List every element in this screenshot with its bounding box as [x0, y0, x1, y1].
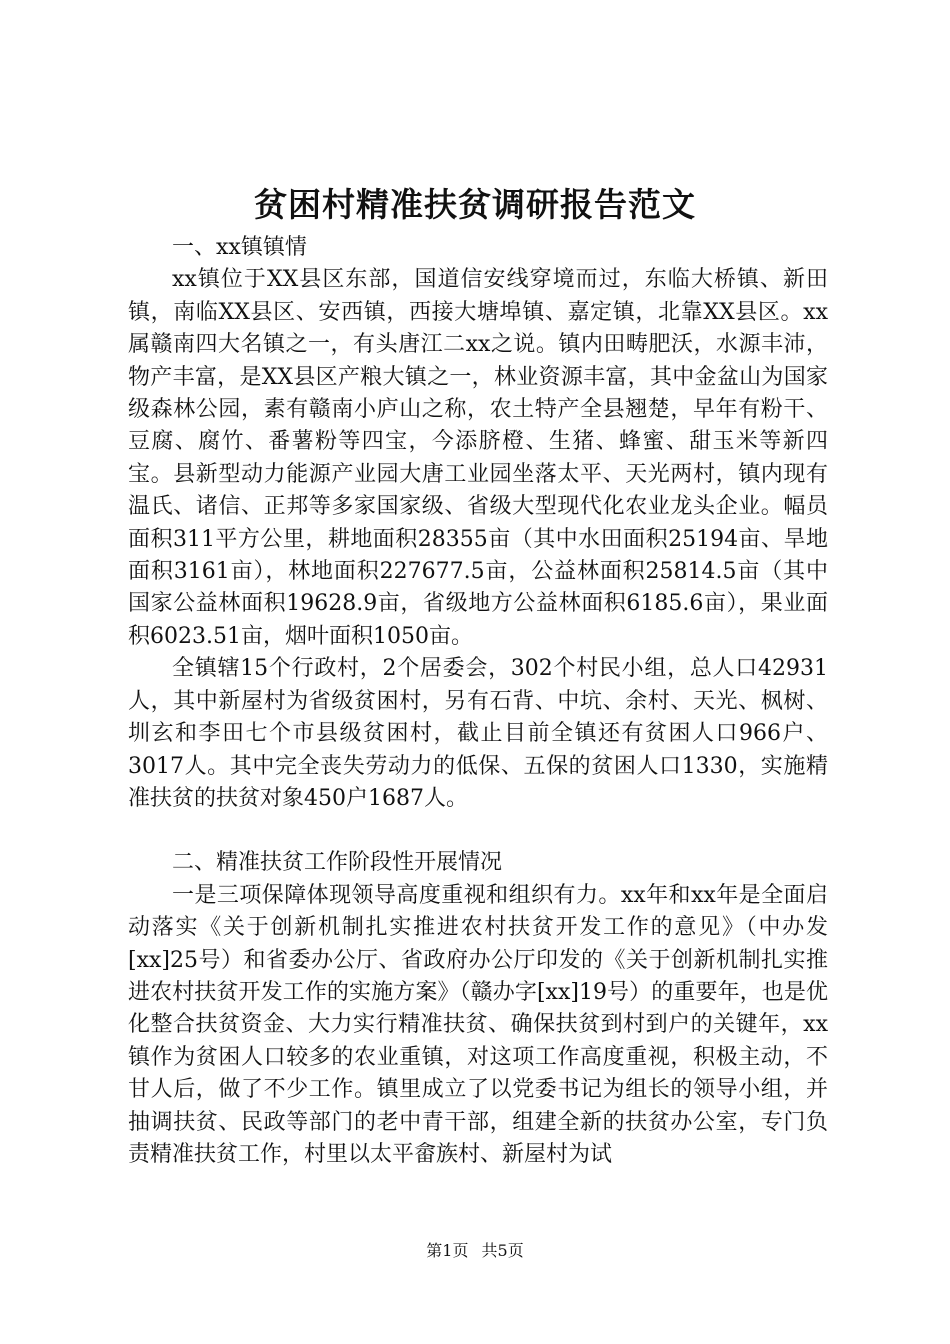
page-footer	[0, 1240, 950, 1262]
page-total: 共5页	[481, 1241, 524, 1260]
section2-paragraph-1: 一是三项保障体现领导高度重视和组织有力。xx年和xx年是全面启动落实《关于创新机制扎实推进农村扶贫开发工作的意见》（中办发[xx]25号）和省委办公厅、省政府办公厅印发的《关于创新机制扎实推进农村扶贫开发工作的实施方案》（赣办字[xx]19号）的重要年，也是优化整合扶贫资金、大力实行精准扶贫、确保扶贫到村到户的关键年，xx镇作为贫困人口较多的农业重镇，对这项工作高度重视，积极主动，不甘人后，做了不少工作。镇里成立了以党委书记为组长的领导小组，并抽调扶贫、民政等部门的老中青干部，组建全新的扶贫办公室，专门负责精准扶贫工作，村里以太平畲族村、新屋村为试	[128, 882, 828, 1167]
document-title: 贫困村精准扶贫调研报告范文	[254, 185, 696, 224]
section1-heading: 一、xx镇镇情	[172, 235, 307, 260]
page-number: 第1页	[426, 1241, 469, 1260]
document-body	[128, 232, 828, 1171]
section2-heading: 二、精准扶贫工作阶段性开展情况	[172, 850, 503, 876]
section1-paragraph-1: xx镇位于XX县区东部，国道信安线穿境而过，东临大桥镇、新田镇，南临XX县区、安西镇，西接大塘埠镇、嘉定镇，北靠XX县区。xx属赣南四大名镇之一，有头唐江二xx之说。镇内田畴肥沃，水源丰沛，物产丰富，是XX县区产粮大镇之一，林业资源丰富，其中金盆山为国家级森林公园，素有赣南小庐山之称，农土特产全县翘楚，早年有粉干、豆腐、腐竹、番薯粉等四宝，今添脐橙、生猪、蜂蜜、甜玉米等新四宝。县新型动力能源产业园大唐工业园坐落太平、天光两村，镇内现有温氏、诸信、正邦等多家国家级、省级大型现代化农业龙头企业。幅员面积311平方公里，耕地面积28355亩（其中水田面积25194亩、旱地面积3161亩），林地面积227677.5亩，公益林面积25814.5亩（其中国家公益林面积19628.9亩，省级地方公益林面积6185.6亩），果业面积6023.51亩，烟叶面积1050亩。	[128, 267, 828, 649]
section1-paragraph-2: 全镇辖15个行政村，2个居委会，302个村民小组，总人口42931人，其中新屋村为省级贫困村，另有石背、中坑、余村、天光、枫树、圳玄和李田七个市县级贫困村，截止目前全镇还有贫困人口966户、3017人。其中完全丧失劳动力的低保、五保的贫困人口1330，实施精准扶贫的扶贫对象450户1687人。	[128, 656, 828, 811]
